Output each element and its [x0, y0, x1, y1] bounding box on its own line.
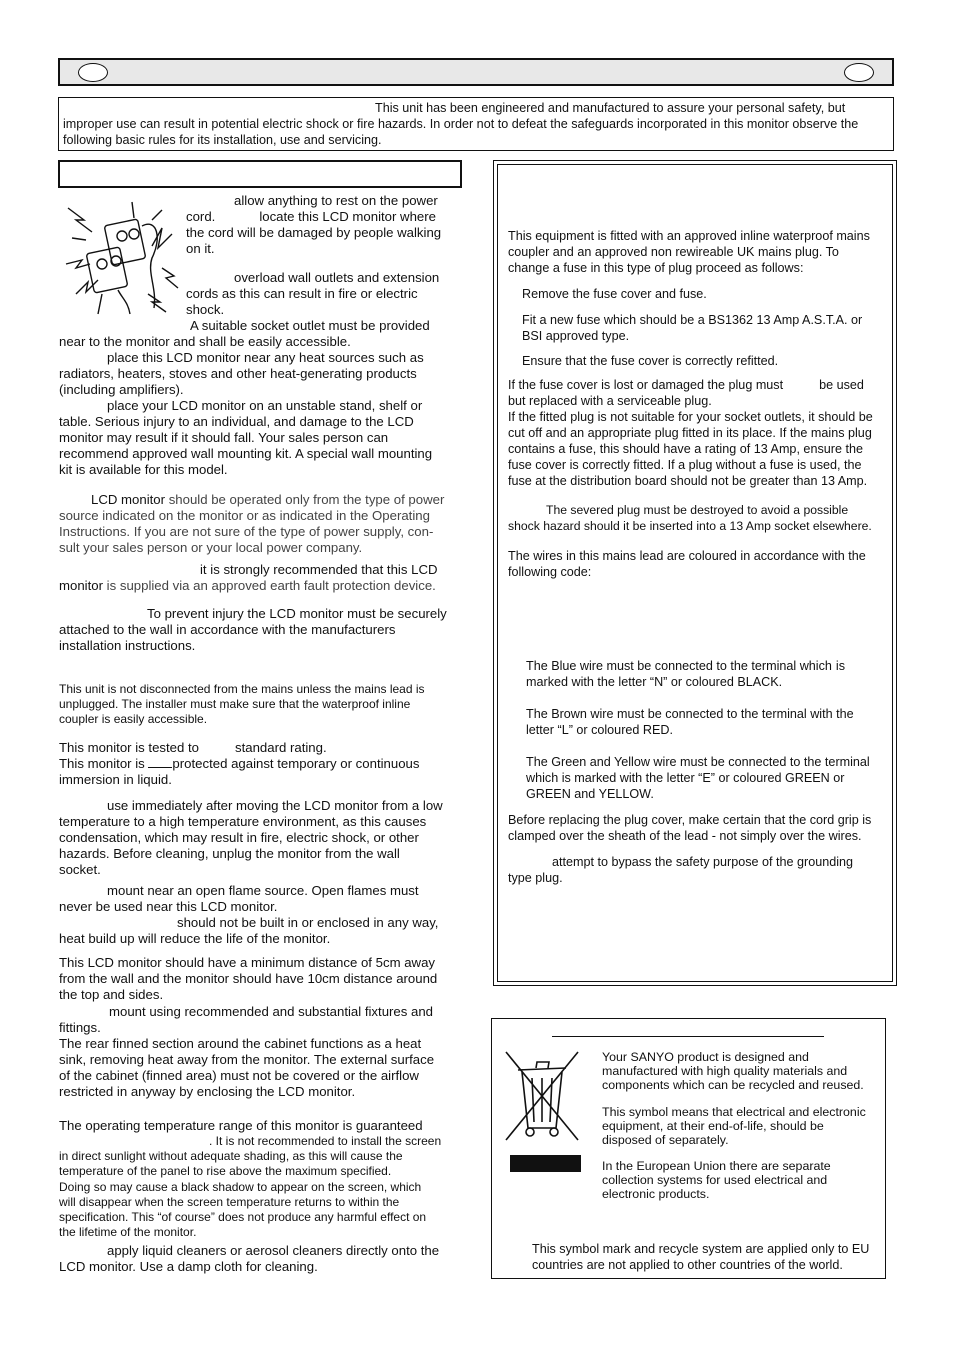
wire-code-intro — [508, 548, 888, 580]
power-source-note — [59, 492, 463, 556]
text-line: installation instructions. — [59, 638, 196, 653]
text-line: kit is available for this model. — [59, 462, 228, 477]
weee-note — [532, 1241, 884, 1273]
fuse-cover-note — [508, 377, 888, 489]
text-line: cut off and an appropriate plug fitted in its place. If the mains plug — [508, 426, 872, 440]
text-line: attached to the wall in accordance with the manufacturers — [59, 622, 396, 637]
severed-plug-warning — [508, 502, 888, 534]
intro-box — [58, 97, 894, 151]
rating-blank — [148, 756, 172, 768]
text-line: The Brown wire must be connected to the terminal with the — [526, 707, 854, 721]
text-line: hazards. Before cleaning, unplug the monitor from the wall — [59, 846, 400, 861]
fixtures-note — [59, 1004, 463, 1100]
text-line: contains a fuse, this should have a rating of 13 Amp, ensure the — [508, 442, 863, 456]
weee-paragraph-3 — [602, 1160, 882, 1201]
text-line: monitor may result if it should fall. Your sales person can — [59, 430, 389, 445]
text-line: marked with the letter “N” or coloured BLACK. — [526, 675, 783, 689]
text-line: Your SANYO product is designed and — [602, 1050, 809, 1064]
text-line: coupler and an approved non rewireable UK mains plug. To — [508, 245, 839, 259]
text-line: This monitor is tested to — [59, 740, 199, 755]
text-line: which is marked with the letter “E” or coloured GREEN or — [526, 771, 845, 785]
text-line: protected against temporary or continuous — [172, 756, 420, 771]
text-line: The operating temperature range of this monitor is guaranteed — [59, 1118, 423, 1133]
text-line: the lifetime of the monitor. — [59, 1225, 197, 1240]
weee-paragraph-2 — [602, 1106, 882, 1147]
text-line: clamped over the sheath of the lead - not simply over the wires. — [508, 829, 862, 843]
temperature-note-detail — [59, 1134, 463, 1240]
green-yellow-wire-note — [526, 754, 888, 802]
language-badge-right — [844, 63, 874, 82]
text-line: This symbol mark and recycle system are applied only to EU — [532, 1242, 870, 1256]
weee-black-bar — [510, 1155, 581, 1172]
text-line: from the wall and the monitor should have 10cm distance around — [59, 971, 438, 986]
fuse-step-1 — [522, 286, 888, 302]
text-line: never be used near this LCD monitor. — [59, 899, 278, 914]
cord-grip-note — [508, 812, 888, 844]
text-line: coupler is easily accessible. — [59, 712, 208, 727]
text-line: allow anything to rest on the power — [234, 193, 438, 208]
text-line: will disappear when the screen temperature returns to within the — [59, 1194, 400, 1209]
text-line: disposed of separately. — [602, 1132, 729, 1147]
text-line: should not be built in or enclosed in any way, — [177, 915, 439, 930]
text-line: in direct sunlight without adequate shading, as this will cause the — [59, 1149, 403, 1164]
distance-note — [59, 955, 463, 1003]
overload-warning — [186, 270, 462, 318]
text-line: Remove the fuse cover and fuse. — [522, 287, 707, 301]
text-line: This equipment is fitted with an approved inline waterproof mains — [508, 229, 870, 243]
cleaning-warning — [59, 1243, 463, 1275]
text-line: overload wall outlets and extension — [234, 270, 440, 285]
text-line: socket. — [59, 862, 101, 877]
text-line: countries are not applied to other countries of the world. — [532, 1258, 843, 1272]
text-line: following code: — [508, 565, 592, 579]
text-line: heat build up will reduce the life of the monitor. — [59, 931, 331, 946]
text-line: temperature of the panel to rise above the maximum specified. — [59, 1164, 392, 1179]
text-line: GREEN and YELLOW. — [526, 787, 654, 801]
flame-warning — [59, 883, 463, 947]
text-line: To prevent injury the LCD monitor must be securely — [147, 606, 447, 621]
text-line: change a fuse in this type of plug proceed as follows: — [508, 261, 804, 275]
text-line: use immediately after moving the LCD monitor from a low — [107, 798, 443, 813]
text-line: unplugged. The installer must make sure that the waterproof inline — [59, 697, 411, 712]
text-line: The rear finned section around the cabinet functions as a heat — [59, 1036, 422, 1051]
text-line: fuse cover is correctly fitted. If a plug without a fuse is used, the — [508, 458, 862, 472]
text-line: manufactured with high quality materials and — [602, 1063, 848, 1078]
intro-line: following basic rules for its installation, use and servicing. — [63, 133, 382, 148]
text-line: This unit is not disconnected from the mains unless the mains lead is — [59, 682, 425, 696]
text-line: Fit a new fuse which should be a BS1362 13 Amp A.S.T.A. or — [522, 313, 863, 327]
earth-fault-note — [59, 562, 463, 594]
weee-paragraph-1 — [602, 1051, 882, 1092]
weee-heading-rule — [552, 1036, 824, 1037]
text-line: it is strongly recommended that this — [200, 562, 408, 577]
text-line: If the fuse cover is lost or damaged the plug must — [508, 378, 784, 392]
text-line: sult your sales person or your local power company. — [59, 540, 363, 555]
text-line: letter “L” or coloured RED. — [526, 723, 673, 737]
text-line: monitor — [59, 578, 103, 593]
stand-warning — [59, 398, 463, 478]
text-line: . It is not recommended to install the screen — [209, 1134, 442, 1148]
text-line: Instructions. If you are not sure of the type of power supply, con- — [59, 524, 434, 539]
language-badge-left — [78, 63, 108, 82]
text-line: immersion in liquid. — [59, 772, 172, 787]
socket-note — [59, 318, 463, 350]
text-line: electronic products. — [602, 1186, 710, 1201]
text-line: locate this LCD monitor where — [259, 209, 436, 224]
text-line: shock. — [186, 302, 225, 317]
heat-warning — [59, 350, 463, 398]
text-line: fittings. — [59, 1020, 101, 1035]
text-line: be used — [819, 378, 864, 392]
text-line: components which can be recycled and reused. — [602, 1077, 864, 1092]
text-line: collection systems for used electrical and — [602, 1172, 828, 1187]
text-line: sink, removing heat away from the monitor. The external surface — [59, 1052, 435, 1067]
intro-line: improper use can result in potential electric shock or fire hazards. In order not to defeat the safeguards incorporated in this monitor observe the — [63, 117, 859, 132]
text-line: temperature to a high temperature environment, as this causes — [59, 814, 427, 829]
text-line: (including amplifiers). — [59, 382, 184, 397]
text-line: mount using recommended and substantial fixtures and — [109, 1004, 434, 1019]
text-line: type plug. — [508, 871, 563, 885]
text-line: fuse at the distribution board should not be greater than 13 Amp. — [508, 474, 868, 488]
text-line: of the cabinet (finned area) must not be covered or the airflow — [59, 1068, 419, 1083]
text-line: restricted in anyway by enclosing the LCD monitor. — [59, 1084, 356, 1099]
text-line: This monitor is — [59, 756, 145, 771]
text-line: specification. This “of course” does not produce any harmful effect on — [59, 1210, 427, 1225]
text-line: The Green and Yellow wire must be connected to the terminal — [526, 755, 870, 769]
text-line: recommend approved wall mounting kit. A special wall mounting — [59, 446, 433, 461]
section-header-bar — [58, 58, 894, 86]
text-line: radiators, heaters, stoves and other heat-generating products — [59, 366, 417, 381]
text-line: The wires in this mains lead are coloured in accordance with the — [508, 549, 866, 563]
text-line: condensation, which may result in fire, electric shock, or other — [59, 830, 419, 845]
text-line: is supplied via an approved earth fault protection device. — [106, 578, 436, 593]
text-line: near to the monitor and shall be easily accessible. — [59, 334, 351, 349]
text-line: cord. — [186, 209, 216, 224]
text-line: apply liquid cleaners or aerosol cleaners directly onto the — [107, 1243, 440, 1258]
fuse-step-2 — [522, 312, 888, 344]
text-line: The Blue wire must be connected to the terminal which — [526, 659, 832, 673]
text-line: the top and sides. — [59, 987, 164, 1002]
left-section-header — [58, 160, 462, 188]
text-line: BSI approved type. — [522, 329, 630, 343]
crossed-bin-icon — [502, 1048, 582, 1144]
text-line: The severed plug must be destroyed to avoid a possible — [546, 503, 849, 517]
blue-wire-note — [526, 658, 888, 690]
text-line: standard rating. — [235, 740, 327, 755]
text-line: attempt to bypass the safety purpose of the grounding — [552, 855, 854, 869]
text-line: LCD monitor. Use a damp cloth for cleaning. — [59, 1259, 318, 1274]
text-line: Doing so may cause a black shadow to appear on the screen, which — [59, 1179, 422, 1194]
text-line: but replaced with a serviceable plug. — [508, 394, 712, 408]
text-line: This LCD monitor should have a minimum distance of 5cm away — [59, 955, 435, 970]
text-line: table. Serious injury to an individual, and damage to the LCD — [59, 414, 414, 429]
text-line: is — [835, 659, 846, 673]
temperature-note — [59, 1118, 463, 1134]
grounding-warning — [508, 854, 888, 886]
rating-note — [59, 740, 463, 788]
text-line: place this LCD monitor near any heat sources such as — [107, 350, 424, 365]
wall-attach-note — [59, 606, 463, 654]
condensation-warning — [59, 798, 463, 878]
text-line: A suitable socket outlet must be provided — [190, 318, 430, 333]
brown-wire-note — [526, 706, 888, 738]
text-line: place your LCD monitor on an unstable stand, shelf or — [107, 398, 423, 413]
fuse-step-3 — [522, 353, 888, 369]
text-line: If the fitted plug is not suitable for your socket outlets, it should be — [508, 410, 873, 424]
text-line: cords as this can result in fire or electric — [186, 286, 418, 301]
uk-plug-intro — [508, 228, 888, 276]
intro-line: This unit has been engineered and manufactured to assure your personal safety, but — [375, 101, 846, 115]
overloaded-socket-illustration — [62, 198, 180, 316]
text-line: LCD monitor — [91, 492, 166, 507]
text-line: on it. — [186, 241, 215, 256]
text-line: LCD — [411, 562, 438, 577]
text-line: source indicated on the monitor or as indicated in the Operating — [59, 508, 430, 523]
text-line: should be operated only from the type of power — [168, 492, 445, 507]
text-line: Before replacing the plug cover, make certain that the cord grip is — [508, 813, 872, 827]
text-line: shock hazard should it be inserted into a 13 Amp socket elsewhere. — [508, 519, 872, 533]
text-line: the cord will be damaged by people walking — [186, 225, 442, 240]
mains-disconnect-note — [59, 682, 463, 728]
text-line: In the European Union there are separate — [602, 1159, 831, 1173]
text-line: Ensure that the fuse cover is correctly refitted. — [522, 354, 779, 368]
text-line: This symbol means that electrical and electronic — [602, 1105, 866, 1119]
cord-warning — [186, 193, 462, 257]
text-line: mount near an open flame source. Open flames must — [107, 883, 419, 898]
text-line: equipment, at their end-of-life, should be — [602, 1118, 824, 1133]
